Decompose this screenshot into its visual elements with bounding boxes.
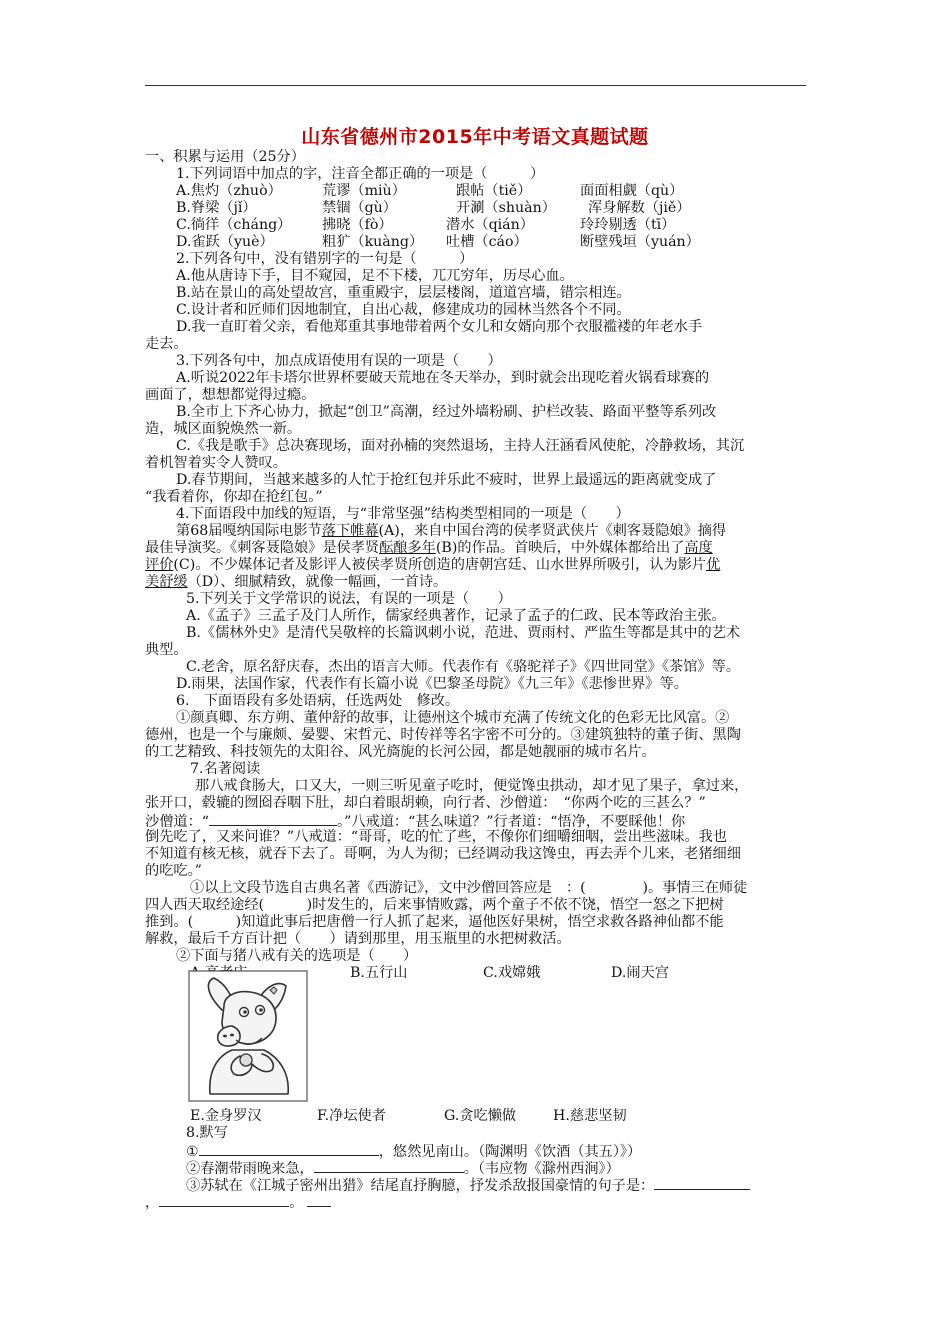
q1-option-b2: 禁锢（gù） [322, 200, 397, 216]
q4-stem: 4.下面语段中加线的短语，与“非常坚强”结构类型相同的一项是（ ） [176, 506, 630, 522]
q4-underlined-phrase-c-cont: 评价 [145, 557, 174, 573]
q2-option-d: D.我一直盯着父亲，看他郑重其事地带着两个女儿和女婿向那个衣服褴褛的年老水手 [176, 319, 703, 335]
q4-text: （D）、细腻精致，就像一幅画，一首诗。 [187, 574, 448, 590]
q7-option-g: G.贪吃懒做 [444, 1108, 517, 1124]
q2-option-b: B.站在景山的高处望故宫，重重殿宇，层层楼阁，道道宫墙，错宗相连。 [176, 285, 631, 301]
q1-option-c1: C.徜徉（cháng） [176, 217, 292, 233]
q1-option-d1: D.雀跃（yuè） [176, 234, 274, 250]
q7-subq1-line1: ①以上文段节选自古典名著《西游记》，文中沙僧回答应是 ：( )。事情三在师徒 [190, 880, 748, 896]
q4-text: (B)的作品。首映后，中外媒体都给出了 [435, 540, 685, 556]
q8-text: ②春潮带雨晚来急， [186, 1161, 314, 1177]
zhu-bajie-illustration [188, 970, 308, 1102]
q5-option-d: D.雨果，法国作家，代表作有长篇小说《巴黎圣母院》《九三年》《悲惨世界》等。 [176, 676, 688, 692]
q8-text: 。 [289, 1195, 304, 1211]
q7-option-b: B.五行山 [350, 965, 408, 981]
q5-option-a: A.《孟子》三孟子及门人所作，儒家经典著作，记录了孟子的仁政、民本等政治主张。 [186, 608, 726, 624]
q7-text: 沙僧道：“ [145, 814, 210, 830]
q7-stem: 7.名著阅读 [190, 761, 261, 777]
q7-subq1-line2: 四人西天取经途经( )时发生的，后来事情败露，两个童子不依不饶，悟空一怒之下把树 [145, 897, 724, 913]
q4-underlined-phrase-a: 落下帷幕 [321, 523, 379, 539]
q6-stem: 6. 下面语段有多处语病，任选两处 修改。 [176, 693, 460, 709]
q8-line4 [145, 1193, 331, 1212]
q7-option-c: C.戏嫦娥 [483, 965, 541, 981]
q8-blank-3[interactable] [654, 1176, 750, 1190]
q8-trailing-blank [307, 1193, 331, 1207]
section-heading: 一、积累与运用（25分） [145, 149, 305, 165]
q3-stem: 3.下列各句中，加点成语使用有误的一项是（ ） [176, 353, 502, 369]
q1-option-d2: 粗犷（kuàng） [322, 234, 424, 250]
q1-option-a1: A.焦灼（zhuò） [176, 183, 282, 199]
q4-passage-line4 [145, 574, 447, 591]
q8-text: ， [145, 1195, 160, 1211]
q3-option-a: A.听说2022年卡塔尔世界杯要破天荒地在冬天举办，到时就会出现吃着火锅看球赛的 [176, 370, 710, 386]
top-rule [145, 85, 806, 86]
q4-text: 最佳导演奖。《刺客聂隐娘》是侯孝贤 [145, 540, 380, 556]
q6-passage-line2: 德州，也是一个与廉颇、晏婴、宋哲元、时传祥等名字密不可分的。③建筑独特的董子街、黑陶 [145, 727, 741, 743]
q5-option-b: B.《儒林外史》是清代吴敬梓的长篇讽刺小说，范进、贾雨村、严监生等都是其中的艺术 [186, 625, 741, 641]
q4-text: 第68届嘎纳国际电影节 [176, 523, 322, 539]
q3-option-b-cont: 造，城区面貌焕然一新。 [145, 421, 302, 437]
q4-passage-line2 [145, 540, 713, 557]
q3-option-a-cont: 画面了，想想都觉得过瘾。 [145, 387, 316, 403]
q5-stem: 5.下列关于文学常识的说法，有误的一项是（ ） [186, 591, 512, 607]
q1-option-b1: B.脊梁（jǐ） [176, 200, 257, 216]
q8-text: 。（韦应物《滁州西涧》） [463, 1161, 620, 1177]
q4-underlined-phrase-c: 高度 [684, 540, 713, 556]
q4-text: (A)，来自中国台湾的侯孝贤武侠片《刺客聂隐娘》摘得 [378, 523, 727, 539]
q4-underlined-phrase-b: 酝酿多年 [379, 540, 436, 556]
q1-stem: 1.下列词语中加点的字，注音全都正确的一项是（ ） [176, 166, 545, 182]
q5-option-b-cont: 典型。 [145, 642, 188, 658]
q8-blank-1[interactable] [199, 1142, 379, 1156]
q4-passage-line3 [145, 557, 720, 574]
q1-option-b4: 浑身解数（jiě） [588, 200, 691, 216]
q2-option-d-cont: 走去。 [145, 336, 188, 352]
q7-text: 。”八戒道：“甚么味道？”行者道：“悟净，不要睬他！你 [337, 814, 686, 830]
q3-option-c-cont: 着机智着实令人赞叹。 [145, 455, 287, 471]
q7-option-h: H.慈悲坚韧 [553, 1108, 627, 1124]
q3-option-d-cont: “我看着你，你却在抢红包。” [145, 489, 323, 505]
q8-text: ③苏轼在《江城子密州出猎》结尾直抒胸臆，抒发杀敌报国豪情的句子是： [186, 1178, 655, 1194]
q1-option-b3: 开涮（shuàn） [456, 200, 556, 216]
q7-option-e: E.金身罗汉 [190, 1108, 262, 1124]
q7-subq1-line4: 解救，最后千方百计把（ ）请到那里，用玉瓶里的水把树救活。 [145, 931, 571, 947]
q4-underlined-phrase-d-cont: 美舒缓 [145, 574, 188, 590]
q7-passage-line1: 那八戒食肠大，口又大，一则三听见童子吃时，便觉馋虫拱动，却才见了果子，拿过来， [195, 778, 749, 794]
q1-option-d4: 断壁残垣（yuán） [580, 234, 700, 250]
q7-option-d: D.闹天宫 [611, 965, 669, 981]
q2-option-a: A.他从唐诗下手，目不窥园，足不下楼，兀兀穷年，历尽心血。 [176, 268, 574, 284]
q8-text: ，悠然见南山。（陶渊明《饮酒（其五）》） [378, 1144, 642, 1160]
q7-answer-blank[interactable] [209, 812, 337, 826]
q1-option-c2: 拂晓（fò） [322, 217, 393, 233]
q7-passage-line2: 张开口，毂辘的囫囵吞咽下肚，却白着眼胡赖，向行者、沙僧道： “你两个吃的三甚么？” [145, 795, 706, 811]
q8-blank-2[interactable] [314, 1159, 464, 1173]
q3-option-c: C.《我是歌手》总决赛现场，面对孙楠的突然退场，主持人汪涵看风使舵，冷静救场，其沉 [176, 438, 745, 454]
q2-stem: 2.下列各句中，没有错别字的一句是（ ） [176, 251, 474, 267]
page-title: 山东省德州市2015年中考语文真题试题 [301, 126, 649, 148]
q7-passage-line6: 的吃吃。” [145, 863, 202, 879]
q7-subq2-stem: ②下面与猪八戒有关的选项是（ ） [176, 948, 418, 964]
q7-passage-line5: 不知道有核无核，就吞下去了。哥啊，为人为彻；已经调动我这馋虫，再去弄个儿来，老猪细细 [145, 846, 741, 862]
q7-passage-line4: 倒先吃了，又来问谁？”八戒道：“哥哥，吃的忙了些，不像你们细嚼细咽，尝出些滋味。我也 [145, 829, 728, 845]
q5-option-c: C.老舍，原名舒庆春，杰出的语言大师。代表作有《骆驼祥子》《四世同堂》《茶馆》等。 [186, 659, 740, 675]
q1-option-a3: 跟帖（tiě） [456, 183, 532, 199]
q1-option-c4: 玲玲剔透（tī） [580, 217, 676, 233]
q1-option-a2: 荒谬（miù） [322, 183, 406, 199]
q8-stem: 8.默写 [186, 1125, 228, 1141]
q7-option-f: F.净坛使者 [317, 1108, 386, 1124]
q1-option-c3: 潜水（qián） [446, 217, 534, 233]
q6-passage-line3: 的工艺精致、科技领先的太阳谷、风光旖旎的长河公园，都是她靓丽的城市名片。 [145, 744, 656, 760]
q2-option-c: C.设计者和匠师们因地制宜，自出心裁，修建成功的园林当然各个不同。 [176, 302, 631, 318]
q8-text: ① [186, 1144, 199, 1160]
q8-blank-4[interactable] [159, 1193, 289, 1207]
q6-passage-line1: ①颜真卿、东方朔、董仲舒的故事，让德州这个城市充满了传统文化的色彩无比风富。② [176, 710, 730, 726]
q3-option-d: D.春节期间，当越来越多的人忙于抢红包并乐此不疲时，世界上最遥远的距离就变成了 [176, 472, 717, 488]
q4-passage-line1 [176, 523, 726, 540]
q1-option-d3: 吐槽（cáo） [446, 234, 528, 250]
q3-option-b: B.全市上下齐心协力，掀起“创卫”高潮，经过外墙粉刷、护栏改装、路面平整等系列改 [176, 404, 717, 420]
q1-option-a4: 面面相觑（qù） [580, 183, 684, 199]
q4-underlined-phrase-d: 优 [706, 557, 721, 573]
q7-subq1-line3: 推到。( )知道此事后把唐僧一行人抓了起来，逼他医好果树，悟空求救各路神仙都不能 [145, 914, 724, 930]
q4-text: (C)。不少媒体记者及影评人被侯孝贤所创造的唐朝宫廷、山水世界所吸引，认为影片 [173, 557, 707, 573]
